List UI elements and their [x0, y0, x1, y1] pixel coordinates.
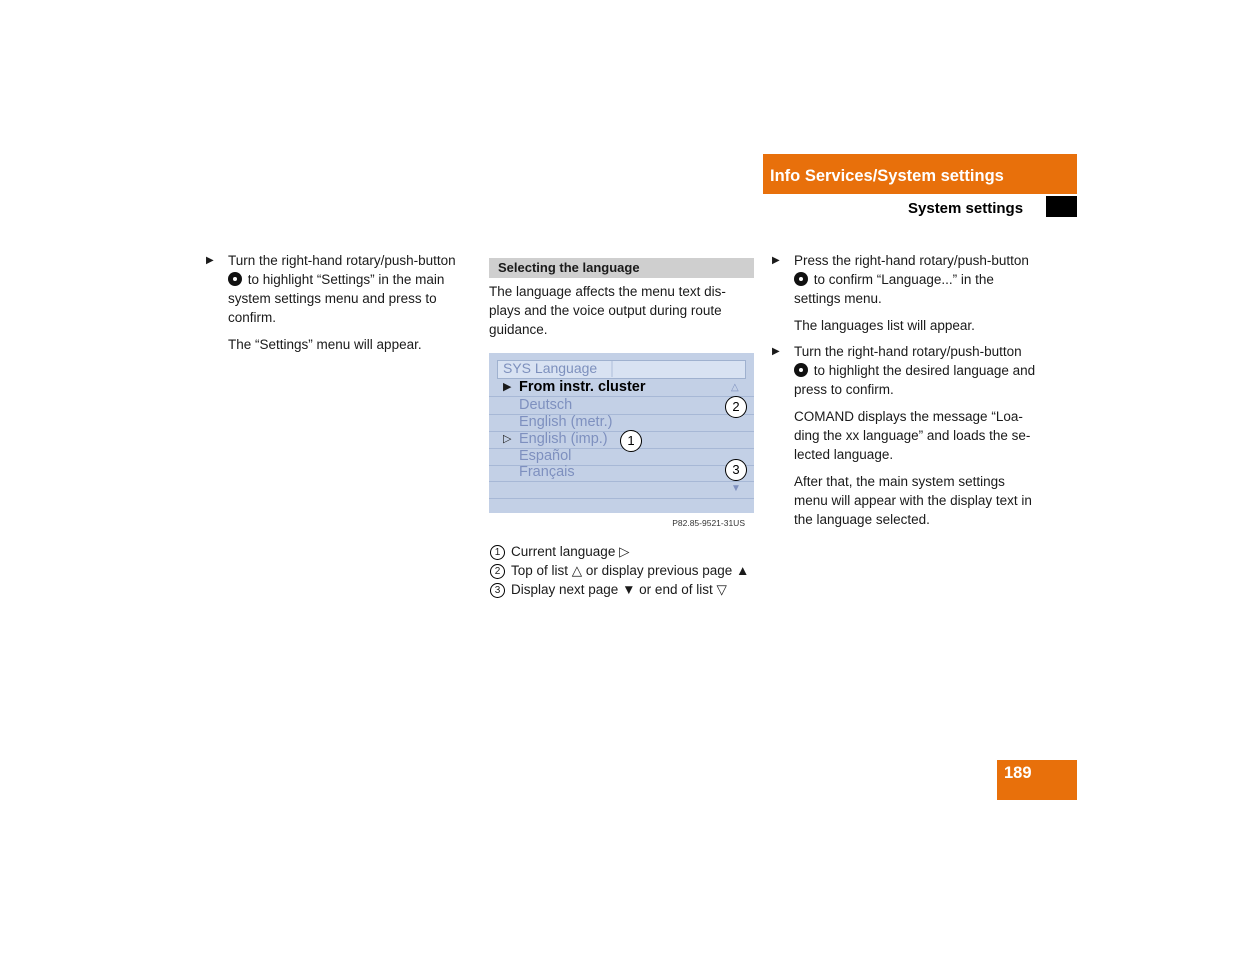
bullet-arrow-icon: ▶ [206, 255, 214, 266]
rotary-knob-icon [794, 272, 808, 286]
legend-number: 3 [490, 583, 505, 598]
legend-number: 2 [490, 564, 505, 579]
bullet-arrow-icon: ▶ [772, 255, 780, 266]
callout-1: 1 [620, 430, 642, 452]
intro-text: The language affects the menu text dis-plays and the voice output during route guidance. [489, 284, 726, 337]
list-item [489, 397, 754, 415]
list-item [489, 379, 754, 397]
step-result: COMAND displays the message “Loa-ding the xx language” and loads the se-lected language. [794, 409, 1031, 462]
list-item-label: English (imp.) [519, 431, 608, 447]
step-press-knob: ▶ Press the right-hand rotary/push-button to confirm “Language...” in the settings menu. [772, 253, 1029, 306]
step-turn-knob: ▶ Turn the right-hand rotary/push-button to highlight “Settings” in the main system settings menu and press to confirm. [206, 253, 456, 325]
list-item [489, 464, 754, 482]
list-item-label: English (metr.) [519, 414, 613, 430]
list-item [489, 414, 754, 432]
left-column [206, 251, 476, 354]
figure-code: P82.85-9521-31US [672, 518, 745, 528]
step-result: The languages list will appear. [794, 318, 975, 333]
step-result: The “Settings” menu will appear. [228, 337, 422, 352]
middle-column [489, 258, 754, 599]
list-item-label: Français [519, 464, 575, 480]
language-screen-figure [489, 353, 754, 513]
callout-2: 2 [725, 396, 747, 418]
rotary-knob-icon [228, 272, 242, 286]
right-column [772, 251, 1042, 529]
section-marker [1046, 196, 1077, 217]
list-item-label: From instr. cluster [519, 379, 646, 395]
current-language-icon: ▷ [503, 433, 512, 445]
chapter-title: Info Services/System settings [770, 167, 1004, 185]
selection-arrow-icon: ▶ [503, 381, 512, 393]
page-number: 189 [1004, 764, 1032, 782]
step-result: After that, the main system settings menu will appear with the display text in the language selected. [794, 474, 1032, 527]
figure-legend [489, 542, 754, 599]
rotary-knob-icon [794, 363, 808, 377]
callout-3: 3 [725, 459, 747, 481]
legend-item: 3 Display next page ▼ or end of list ▽ [489, 580, 754, 599]
section-heading: Selecting the language [489, 258, 754, 278]
section-title: System settings [908, 200, 1024, 217]
list-item [489, 481, 754, 499]
scroll-down-icon: ▼ [731, 483, 741, 494]
list-item-label: Deutsch [519, 397, 573, 413]
bullet-arrow-icon: ▶ [772, 346, 780, 357]
screen-title: SYS Language [503, 360, 598, 376]
list-item-label: Español [519, 448, 572, 464]
step-select-language: ▶ Turn the right-hand rotary/push-button to highlight the desired language and press to confirm. [772, 344, 1036, 397]
legend-item: 1 Current language ▷ [489, 542, 754, 561]
legend-item: 2 Top of list △ or display previous page ▲ [489, 561, 754, 580]
scroll-up-icon: △ [731, 382, 739, 393]
legend-number: 1 [490, 545, 505, 560]
